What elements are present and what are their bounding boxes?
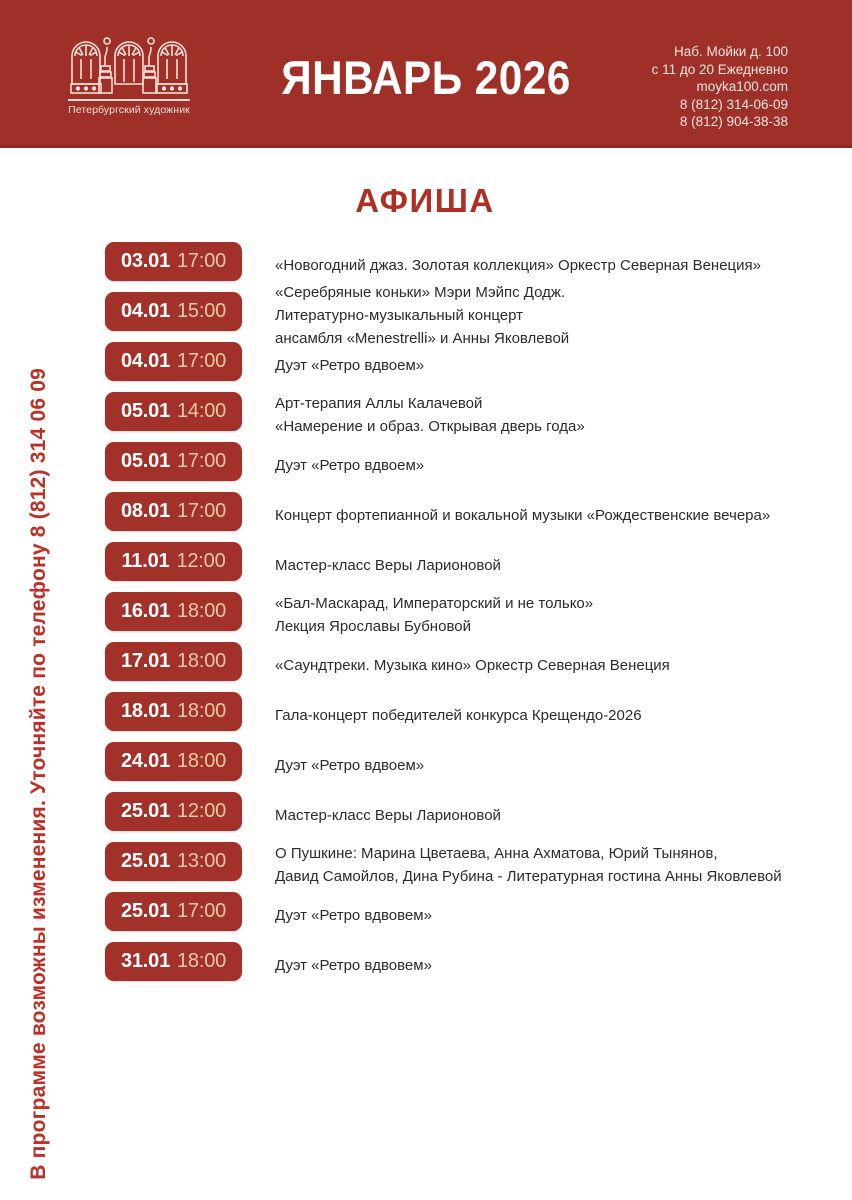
event-description xyxy=(275,340,850,390)
event-time: 17:00 xyxy=(177,900,227,922)
event-description xyxy=(275,590,850,640)
event-time: 18:00 xyxy=(177,700,227,722)
event-description xyxy=(275,890,850,940)
event-description xyxy=(275,790,850,840)
schedule-list xyxy=(105,240,850,990)
event-time: 15:00 xyxy=(177,300,227,322)
date-time-badge[interactable] xyxy=(105,692,242,731)
event-row xyxy=(105,440,850,490)
event-date: 25.01 xyxy=(120,800,170,822)
event-time: 17:00 xyxy=(177,250,227,272)
event-description-line: «Намерение и образ. Открывая дверь года» xyxy=(275,418,585,435)
page-title: ЯНВАРЬ 2026 xyxy=(281,51,571,104)
date-time-badge[interactable] xyxy=(105,642,242,681)
date-time-badge[interactable] xyxy=(105,442,242,481)
event-description-line: О Пушкине: Марина Цветаева, Анна Ахматова, Юрий Тынянов, xyxy=(275,845,718,862)
event-date: 04.01 xyxy=(120,350,170,372)
event-date: 04.01 xyxy=(120,300,170,322)
event-date: 11.01 xyxy=(121,550,170,572)
event-row xyxy=(105,340,850,390)
event-time: 17:00 xyxy=(177,500,227,522)
event-row xyxy=(105,540,850,590)
event-description-line: Мастер-класс Веры Ларионовой xyxy=(275,556,501,574)
contact-hours: с 11 до 20 Ежедневно xyxy=(651,61,788,77)
event-date: 05.01 xyxy=(120,450,170,472)
event-description-line: Дуэт «Ретро вдвоем» xyxy=(275,756,425,774)
event-description-line: ансамбля «Menestrelli» и Анны Яковлевой xyxy=(275,329,570,347)
event-description xyxy=(275,940,850,990)
date-time-badge[interactable] xyxy=(105,342,242,381)
date-time-badge[interactable] xyxy=(105,592,242,631)
date-time-badge[interactable] xyxy=(105,842,242,881)
event-date: 05.01 xyxy=(120,400,170,422)
date-time-badge[interactable] xyxy=(105,742,242,781)
date-time-badge[interactable] xyxy=(105,942,242,981)
event-description-line: Гала-концерт победителей конкурса Крещендо-2026 xyxy=(275,706,642,724)
event-time: 13:00 xyxy=(177,850,227,872)
event-row xyxy=(105,790,850,840)
event-description-line: Дуэт «Ретро вдвовем» xyxy=(275,956,432,974)
event-date: 03.01 xyxy=(120,250,170,272)
event-description-line: Литературно-музыкальный концерт xyxy=(275,306,524,324)
header-band xyxy=(0,0,852,148)
event-date: 18.01 xyxy=(120,700,170,722)
event-row xyxy=(105,740,850,790)
event-time: 18:00 xyxy=(177,650,227,672)
date-time-badge[interactable] xyxy=(105,492,242,531)
event-row xyxy=(105,840,850,890)
contact-phone-1[interactable]: 8 (812) 314-06-09 xyxy=(679,96,788,112)
afisha-heading: АФИША xyxy=(355,182,495,219)
contact-address: Наб. Мойки д. 100 xyxy=(673,44,788,59)
event-row xyxy=(105,390,850,440)
date-time-badge[interactable] xyxy=(105,542,242,581)
date-time-badge[interactable] xyxy=(105,242,242,281)
event-description xyxy=(275,640,850,690)
event-time: 18:00 xyxy=(177,750,227,772)
event-description xyxy=(275,440,850,490)
event-time: 18:00 xyxy=(177,950,227,972)
side-note xyxy=(22,224,56,1180)
date-time-badge[interactable] xyxy=(105,892,242,931)
event-description-line: Дуэт «Ретро вдвовем» xyxy=(275,906,432,924)
date-time-badge[interactable] xyxy=(105,292,242,331)
contact-phone-2[interactable]: 8 (812) 904-38-38 xyxy=(679,114,788,129)
event-description-line: Концерт фортепианной и вокальной музыки «Рождественские вечера» xyxy=(275,506,771,524)
event-description-line: «Серебряные коньки» Мэри Мэйпс Додж. xyxy=(275,283,566,301)
event-date: 24.01 xyxy=(120,750,170,772)
event-row xyxy=(105,490,850,540)
event-description xyxy=(275,840,850,890)
event-date: 16.01 xyxy=(120,600,170,622)
event-description xyxy=(275,490,850,540)
event-row xyxy=(105,590,850,640)
event-row xyxy=(105,283,850,347)
event-row xyxy=(105,940,850,990)
contact-block xyxy=(538,43,788,131)
event-description xyxy=(275,283,850,347)
event-description-line: Дуэт «Ретро вдвоем» xyxy=(275,356,425,374)
date-time-badge[interactable] xyxy=(105,392,242,431)
side-note-text: В программе возможны изменения. Уточняйте по телефону 8 (812) 314 06 09 xyxy=(27,368,50,1180)
date-time-badge[interactable] xyxy=(105,792,242,831)
event-time: 18:00 xyxy=(177,600,227,622)
event-description-line: «Саундтреки. Музыка кино» Оркестр Северная Венеция xyxy=(275,656,670,674)
event-date: 25.01 xyxy=(120,900,170,922)
event-row xyxy=(105,690,850,740)
event-time: 12:00 xyxy=(176,550,226,572)
event-description xyxy=(275,740,850,790)
event-date: 08.01 xyxy=(120,500,170,522)
event-description xyxy=(275,540,850,590)
logo-name: Петербургский художник xyxy=(68,103,190,116)
event-row xyxy=(105,640,850,690)
event-date: 25.01 xyxy=(120,850,170,872)
contact-website[interactable]: moyka100.com xyxy=(696,79,788,94)
event-description-line: Лекция Ярославы Бубновой xyxy=(275,618,471,635)
event-time: 17:00 xyxy=(177,350,227,372)
event-row xyxy=(105,890,850,940)
event-description-line: «Бал-Маскарад, Императорский и не только» xyxy=(275,595,594,612)
event-description-line: Арт-терапия Аллы Калачевой xyxy=(275,395,483,412)
event-time: 17:00 xyxy=(177,450,227,472)
event-date: 17.01 xyxy=(120,650,170,672)
header-band-edge xyxy=(0,145,852,148)
event-description-line: «Новогодний джаз. Золотая коллекция» Оркестр Северная Венеция» xyxy=(275,256,761,274)
event-description-line: Давид Самойлов, Дина Рубина - Литературная гостина Анны Яковлевой xyxy=(275,868,782,885)
event-time: 12:00 xyxy=(177,800,227,822)
event-date: 31.01 xyxy=(120,950,170,972)
event-description-line: Дуэт «Ретро вдвоем» xyxy=(275,456,425,474)
event-description xyxy=(275,390,850,440)
event-description-line: Мастер-класс Веры Ларионовой xyxy=(275,806,501,824)
event-description xyxy=(275,690,850,740)
event-time: 14:00 xyxy=(177,400,227,422)
